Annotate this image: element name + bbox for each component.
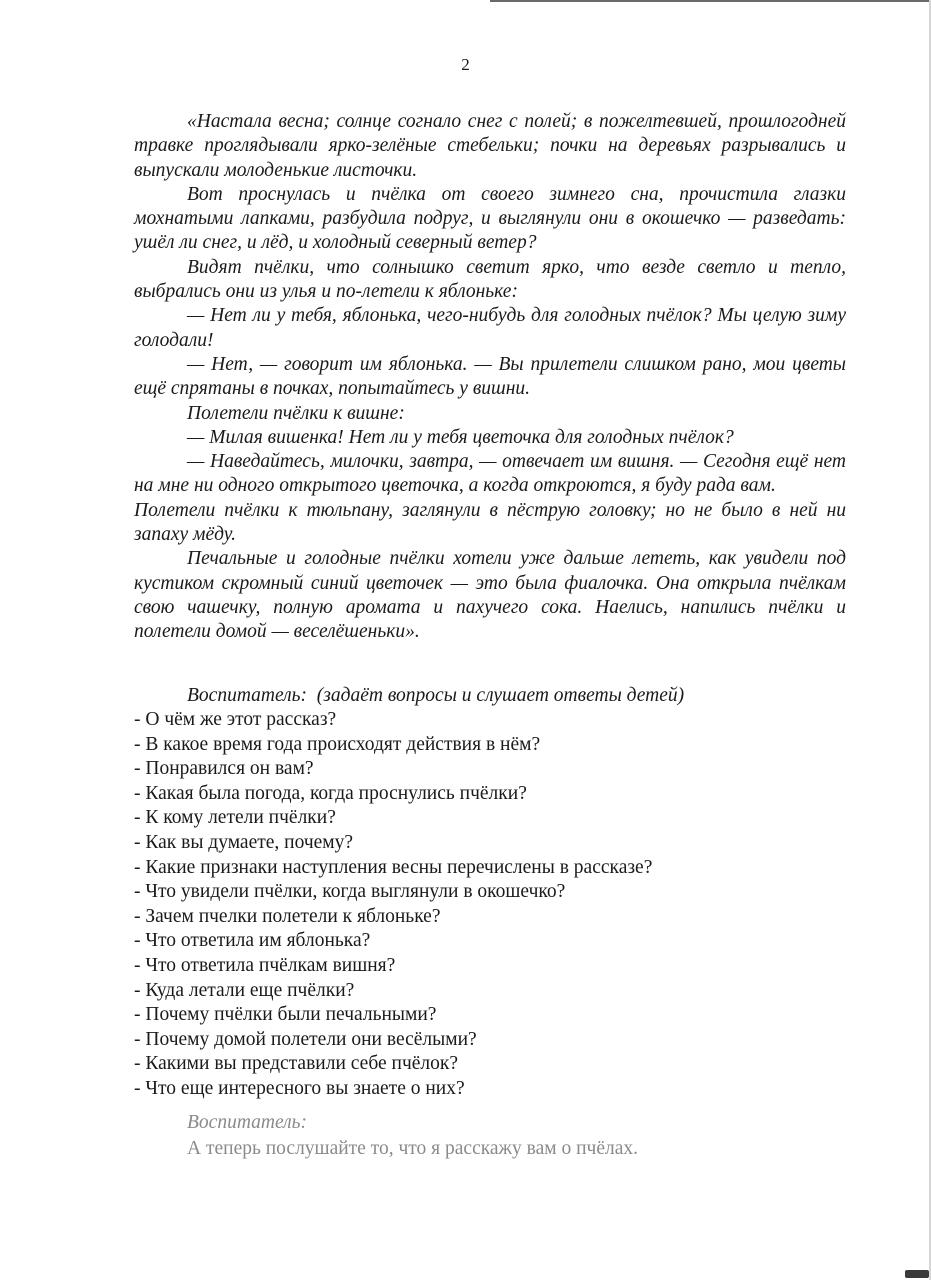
story-paragraph: — Нет ли у тебя, яблонька, чего-нибудь для голодных пчёлок? Мы целую зиму голодали! xyxy=(134,305,846,351)
teacher-role-label: Воспитатель: xyxy=(187,685,308,706)
question-item: - Что ответила им яблонька? xyxy=(134,930,371,952)
story-text xyxy=(134,110,846,645)
question-item: - Куда летали еще пчёлки? xyxy=(134,979,355,1001)
question-list xyxy=(134,708,846,1102)
question-item: - К кому летели пчёлки? xyxy=(134,807,336,829)
question-item: - Что увидели пчёлки, когда выглянули в окошечко? xyxy=(134,881,566,903)
question-item: - Что ответила пчёлкам вишня? xyxy=(134,954,396,976)
story-paragraph: Полетели пчёлки к тюльпану, заглянули в пёструю головку; но не было в ней ни запаху мёду. xyxy=(134,499,846,546)
story-paragraph: Видят пчёлки, что солнышко светит ярко, что везде светло и тепло, выбрались они из улья и по-летели к яблоньке: xyxy=(134,256,846,303)
teacher-intro xyxy=(187,684,847,708)
question-item: - Зачем пчелки полетели к яблоньке? xyxy=(134,905,441,927)
question-item: - Как вы думаете, почему? xyxy=(134,831,354,853)
scan-edge-top xyxy=(490,0,931,2)
story-paragraph: — Наведайтесь, милочки, завтра, — отвечает им вишня. — Сегодня ещё нет на мне ни одного открытого цветочка, а когда откроются, я буду рада вам. xyxy=(134,451,846,497)
question-item: - Почему домой полетели они весёлыми? xyxy=(134,1028,477,1050)
story-paragraph: Вот проснулась и пчёлка от своего зимнего сна, прочистила глазки мохнатыми лапками, разбудила подруг, и выглянули они в окошечко — разведать: ушёл ли снег, и лёд, и холодный северный ветер? xyxy=(134,183,846,254)
closing-role-label: Воспитатель: xyxy=(187,1112,308,1133)
question-item: - Какими вы представили себе пчёлок? xyxy=(134,1053,459,1075)
story-paragraph: «Настала весна; солнце согнало снег с полей; в пожелтевшей, прошлогодней травке проглядывали ярко-зелёные стебельки; почки на деревьях разрывались и выпускали молоденькие листочки. xyxy=(134,111,846,181)
page-number: 2 xyxy=(461,55,470,74)
question-item: - Какая была погода, когда проснулись пчёлки? xyxy=(134,782,527,804)
question-item: - Какие признаки наступления весны перечислены в рассказе? xyxy=(134,856,653,878)
story-paragraph: — Милая вишенка! Нет ли у тебя цветочка для голодных пчёлок? xyxy=(187,426,734,448)
question-item: - Почему пчёлки были печальными? xyxy=(134,1004,437,1026)
question-item: - Что еще интересного вы знаете о них? xyxy=(134,1077,465,1099)
closing-text: А теперь послушайте то, что я расскажу вам о пчёлах. xyxy=(187,1138,639,1159)
scan-smudge xyxy=(905,1270,929,1278)
question-item: - Понравился он вам? xyxy=(134,758,314,780)
closing-block xyxy=(187,1110,847,1162)
story-paragraph: Печальные и голодные пчёлки хотели уже дальше лететь, как увидели под кустиком скромный синий цветочек — это была фиалочка. Она открыла пчёлкам свою чашечку, полную аромата и пахучего сока. Наелись, напились пчёлки и полетели домой — веселёшеньки». xyxy=(134,548,846,643)
story-paragraph: — Нет, — говорит им яблонька. — Вы прилетели слишком рано, мои цветы ещё спрятаны в почках, попытайтесь у вишни. xyxy=(134,353,846,400)
question-item: - В какое время года происходят действия в нём? xyxy=(134,733,541,755)
teacher-instruction: (задаёт вопросы и слушает ответы детей) xyxy=(316,685,685,706)
question-item: - О чём же этот рассказ? xyxy=(134,709,337,730)
story-paragraph: Полетели пчёлки к вишне: xyxy=(187,402,405,424)
